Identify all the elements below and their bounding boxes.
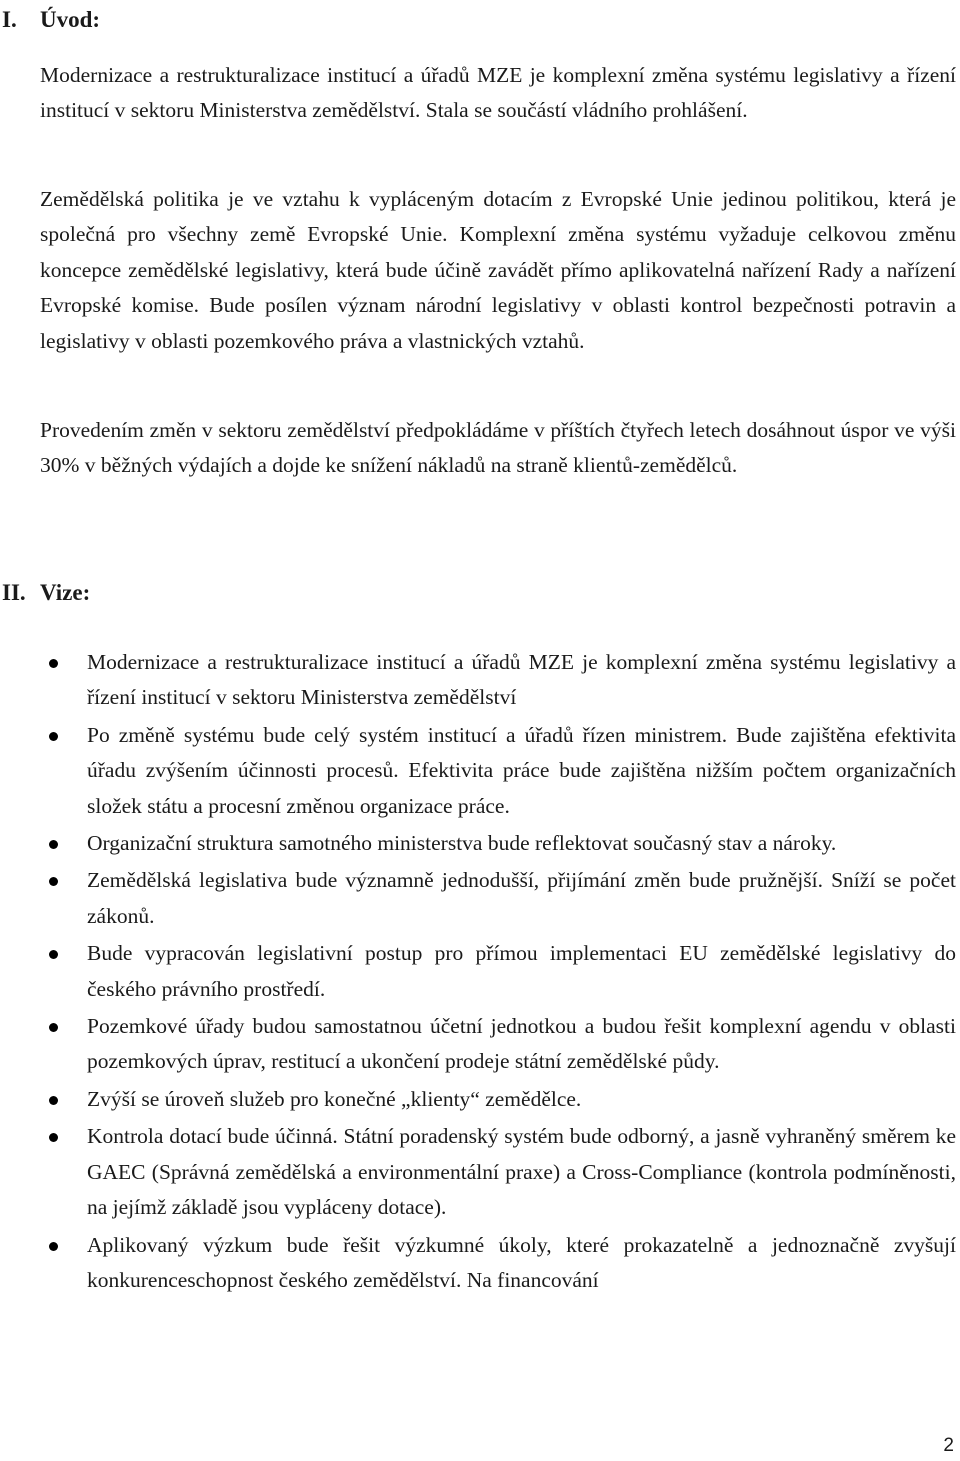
- section-title: Vize:: [40, 580, 91, 605]
- bullet-icon: [49, 1133, 58, 1142]
- list-item-text: Aplikovaný výzkum bude řešit výzkumné úkoly, které prokazatelně a jednoznačně zvyšují konkurenceschopnost českého zemědělství. Na financování: [87, 1232, 956, 1292]
- bullet-icon: [49, 659, 58, 668]
- bullet-icon: [49, 1023, 58, 1032]
- page-number: 2: [943, 1435, 954, 1456]
- list-item-text: Pozemkové úřady budou samostatnou účetní jednotkou a budou řešit komplexní agendu v oblasti pozemkových úprav, restitucí a ukončení prodeje státní zemědělské půdy.: [87, 1014, 956, 1074]
- list-item-text: Modernizace a restrukturalizace institucí a úřadů MZE je komplexní změna systému legislativy a řízení institucí v sektoru Ministerstva zemědělství: [87, 650, 956, 710]
- bullet-icon: [49, 732, 58, 741]
- section-heading-intro: [2, 5, 101, 35]
- bullet-icon: [49, 1096, 58, 1105]
- list-item-text: Kontrola dotací bude účinná. Státní poradenský systém bude odborný, a jasně vyhraněný směrem ke GAEC (Správná zemědělská a environmentální praxe) a Cross-Compliance (kontrola podmíněnosti, na jejímž základě jsou vypláceny dotace).: [87, 1124, 956, 1220]
- intro-paragraph: Modernizace a restrukturalizace institucí a úřadů MZE je komplexní změna systému legislativy a řízení institucí v sektoru Ministerstva zemědělství. Stala se součástí vládního prohlášení.: [40, 63, 956, 123]
- section-title: Úvod:: [40, 7, 101, 32]
- list-item-text: Po změně systému bude celý systém institucí a úřadů řízen ministrem. Bude zajištěna efektivita úřadu zvýšením účinnosti procesů. Efektivita práce bude zajištěna nižším počtem organizačních složek státu a procesní změnou organizace práce.: [87, 722, 956, 818]
- list-item: [0, 936, 956, 1007]
- list-item-text: Bude vypracován legislativní postup pro přímou implementaci EU zemědělské legislativy do českého právního prostředí.: [87, 941, 956, 1001]
- list-item: [0, 1119, 956, 1225]
- section-heading-vision: [2, 578, 91, 608]
- list-item-text: Zvýší se úroveň služeb pro konečné „klienty“ zemědělce.: [87, 1086, 582, 1111]
- vision-list: [0, 645, 960, 1298]
- list-item-text: Zemědělská legislativa bude významně jednodušší, přijímání změn bude pružnější. Sníží se počet zákonů.: [87, 868, 956, 928]
- list-item: [0, 645, 956, 716]
- section-number: II.: [2, 580, 26, 605]
- intro-paragraph: Provedením změn v sektoru zemědělství předpokládáme v příštích čtyřech letech dosáhnout úspor ve výši 30% v běžných výdajích a dojde ke snížení nákladů na straně klientů-zemědělců.: [40, 418, 956, 478]
- list-item: [0, 1228, 956, 1299]
- list-item: [0, 863, 956, 934]
- list-item-text: Organizační struktura samotného ministerstva bude reflektovat současný stav a nároky.: [87, 831, 837, 856]
- section-number: I.: [2, 7, 17, 32]
- bullet-icon: [49, 950, 58, 959]
- bullet-icon: [49, 840, 58, 849]
- intro-paragraph: Zemědělská politika je ve vztahu k vypláceným dotacím z Evropské Unie jedinou politikou, která je společná pro všechny země Evropské Unie. Komplexní změna systému vyžaduje celkovou změnu koncepce zemědělské legislativy, která bude účině zavádět přímo aplikovatelná nařízení Rady a nařízení Evropské komise. Bude posílen význam národní legislativy v oblasti kontrol bezpečnosti potravin a legislativy v oblasti pozemkového práva a vlastnických vztahů.: [40, 187, 956, 353]
- list-item: [0, 718, 956, 824]
- bullet-icon: [49, 1242, 58, 1251]
- list-item: [0, 826, 956, 861]
- list-item: [0, 1082, 956, 1117]
- bullet-icon: [49, 877, 58, 886]
- list-item: [0, 1009, 956, 1080]
